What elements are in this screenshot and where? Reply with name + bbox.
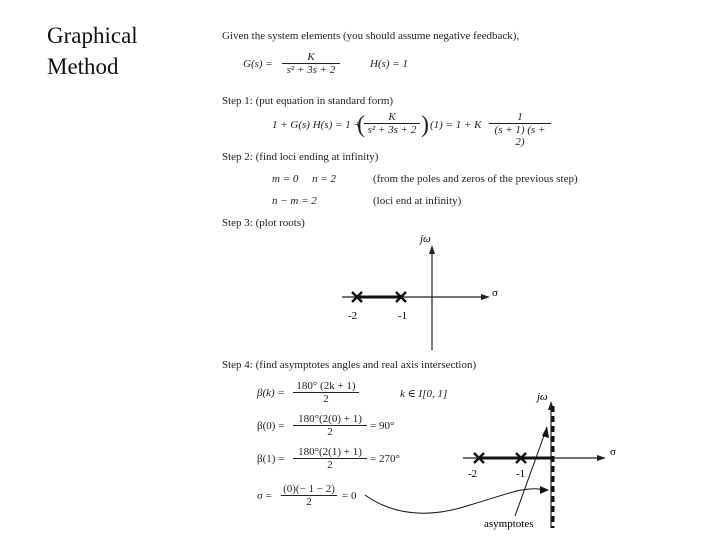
step4-k-range: k ∈ I[0, 1] <box>400 388 448 400</box>
step4-pointer-arrowhead-up <box>542 426 549 438</box>
step4-sigma-label: σ <box>610 446 616 458</box>
step4-b1-lhs: β(1) = <box>257 453 285 465</box>
step3-sigma-label: σ <box>492 287 498 299</box>
step2-heading: Step 2: (find loci ending at infinity) <box>222 151 379 163</box>
step1-right-paren: ) <box>421 112 429 138</box>
step4-b1-result: = 270° <box>370 453 400 465</box>
step1-lhs: 1 + G(s) H(s) = 1 + <box>272 119 361 131</box>
step4-heading: Step 4: (find asymptotes angles and real axis intersection) <box>222 359 477 371</box>
h-equation: H(s) = 1 <box>370 58 408 70</box>
step4-pole1-label: -2 <box>468 468 478 480</box>
step2-mn-note: (from the poles and zeros of the previous step) <box>373 173 578 185</box>
step4-b0-numerator: 180°(2(0) + 1) <box>293 413 367 426</box>
step4-sigma-denominator: 2 <box>306 496 312 508</box>
step3-jw-label: jω <box>420 233 431 245</box>
g-numerator: K <box>282 51 340 64</box>
step1-heading: Step 1: (put equation in standard form) <box>222 95 394 107</box>
step4-sigma-arrowhead <box>597 455 606 461</box>
step4-b0-denominator: 2 <box>327 426 333 438</box>
g-lhs: G(s) = <box>243 58 273 70</box>
step4-sigma-result: = 0 <box>342 490 357 502</box>
step4-pointer-arrowhead-curve <box>540 486 549 494</box>
step4-bk-denominator: 2 <box>323 393 329 405</box>
step4-b0-lhs: β(0) = <box>257 420 285 432</box>
step4-b1-denominator: 2 <box>327 459 333 471</box>
step4-sigma-numerator: (0)(− 1 − 2) <box>281 483 337 496</box>
step1-left-paren: ( <box>357 112 365 138</box>
slide-title-line1: Graphical <box>47 23 138 48</box>
g-denominator: s² + 3s + 2 <box>286 64 336 76</box>
step1-denominator: s² + 3s + 2 <box>367 124 417 136</box>
step4-b1-numerator: 180°(2(1) + 1) <box>293 446 367 459</box>
step4-bk-numerator: 180° (2k + 1) <box>293 380 359 393</box>
step4-jw-label: jω <box>537 391 548 403</box>
step2-mn: m = 0 n = 2 <box>272 173 337 185</box>
step4-bk-lhs: β(k) = <box>257 387 285 399</box>
step3-pole2-label: -1 <box>398 310 408 322</box>
step3-heading: Step 3: (plot roots) <box>222 217 305 229</box>
intro-text: Given the system elements (you should assume negative feedback), <box>222 30 520 42</box>
step1-numerator: K <box>364 111 420 124</box>
step4-asymptotes-label: asymptotes <box>484 518 534 530</box>
step3-pole1-label: -2 <box>348 310 358 322</box>
step4-pole2-label: -1 <box>516 468 526 480</box>
step1-right-numerator: 1 <box>489 111 551 124</box>
step1-right-denominator: (s + 1) (s + 2) <box>494 124 546 148</box>
step2-nm: n − m = 2 <box>272 195 317 207</box>
step2-nm-note: (loci end at infinity) <box>373 195 462 207</box>
step4-sigma-lhs: σ = <box>257 490 272 502</box>
step4-b0-result: = 90° <box>370 420 395 432</box>
step4-pointer-curve <box>365 489 546 514</box>
slide-title-line2: Method <box>47 54 119 79</box>
step1-mid: (1) = 1 + K <box>430 119 482 131</box>
